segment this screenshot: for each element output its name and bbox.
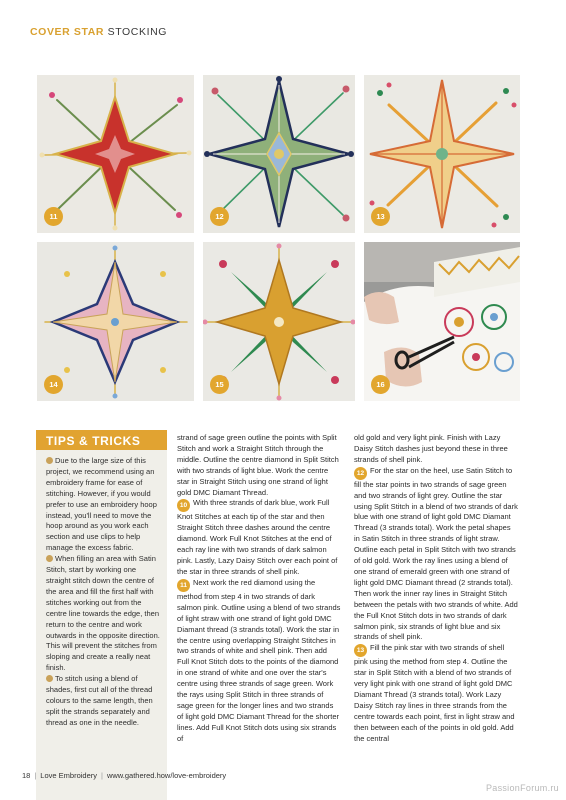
tip-item: When filling an area with Satin Stitch, start by working one straight stitch down the centre of the area and fill the first half with stitches working out from the centre line towards the edge, then return to the centre and work outwards in the opposite direction. This will prevent the stitches from sloping and create a really neat finish. [46, 554, 160, 673]
photo-number-badge: 11 [44, 207, 63, 226]
section-label: COVER STAR [30, 26, 105, 38]
photo-step-12 [203, 75, 355, 233]
photo-step-11 [37, 75, 194, 233]
magazine-name: Love Embroidery [40, 771, 97, 780]
watermark: PassionForum.ru [485, 783, 559, 793]
step-paragraph: 13 Fill the pink star with two strands of shell pink using the method from step 4. Outline the star in Split Stitch with a blend of two strands of very light pink with one strand of light gold DMC Diamant Thread (3 strands total). Work Lazy Daisy Stitch ray lines in three strands from the centre towards each point, first in light straw and then between each of the points in old gold. Add the central [354, 643, 515, 743]
instructions-column-2 [354, 433, 518, 745]
tips-and-tricks-box [36, 430, 167, 800]
tips-body [36, 450, 167, 729]
bullet-icon [46, 555, 53, 562]
step-number-badge: 13 [354, 644, 367, 657]
step-paragraph: 12 For the star on the heel, use Satin Stitch to fill the star points in two strands of sage green and two strands of light grey. Outline the star using Split Stitch in a blend of two strands of dark blue with one strand of light gold DMC Diamant Thread (3 strands total). Work the petal shapes in Satin Stitch in three strands of light straw. Outline each petal in Split Stitch with two strands of old gold. Work the ray lines using a blend of one strand of emerald green with one strand of light gold DMC Diamant thread (2 strands total). Then work the inner ray lines in Straight Stitch between the petals with two strands of white. Add the Full Knot Stitch dots in two strands of dark salmon pink, six strands of light blue and six strands of shell pink. [354, 465, 518, 642]
photo-number-badge: 12 [210, 207, 229, 226]
photo-step-15 [203, 242, 355, 401]
step-number-badge: 11 [177, 579, 190, 592]
photo-step-14 [37, 242, 194, 401]
page-title: STOCKING [107, 26, 168, 38]
photo-step-13 [364, 75, 520, 233]
photo-number-badge: 14 [44, 375, 63, 394]
paragraph: old gold and very light pink. Finish with Lazy Daisy Stitch dashes just beyond these in three strands of shell pink. [354, 433, 508, 464]
bullet-icon [46, 675, 53, 682]
paragraph: strand of sage green outline the points with Split Stitch and work a Straight Stitch through the middle. Outline the centre diamond in Split Stitch with two strands of light blue. Work the centre star in Straight Stitch using one strand of light gold DMC Diamant Thread. [177, 433, 339, 497]
photo-number-badge: 15 [210, 375, 229, 394]
page-footer: 18 | Love Embroidery | www.gathered.how/love-embroidery [22, 771, 227, 780]
bullet-icon [46, 457, 53, 464]
photo-step-16 [364, 242, 520, 401]
tips-heading: TIPS & TRICKS [36, 430, 167, 450]
tip-item: To stitch using a blend of shades, first cut all of the thread colours to the same length, then split the strands separately and thread as one in the needle. [46, 674, 153, 727]
photo-number-badge: 13 [371, 207, 390, 226]
step-paragraph: 10 With three strands of dark blue, work Full Knot Stitches at each tip of the star and then Straight Stitch three dashes around the centre diamond. Work Full Knot Stitches at the end of each ray line with two strands of dark salmon pink. Lastly, Lazy Daisy Stitch over each point of the star in three strands of shell pink. [177, 498, 338, 576]
tip-item: Due to the large size of this project, we recommend using an embroidery frame for ease of stitching. However, if you would prefer to use an embroidery hoop instead, you'll need to move the hoop around as you work each section and use clips to help manage the excess fabric. [46, 456, 157, 553]
instructions-column-1 [177, 433, 341, 745]
step-number-badge: 10 [177, 499, 190, 512]
step-paragraph: 11 Next work the red diamond using the method from step 4 in two strands of dark salmon pink. Outline using a blend of two strands of light straw with one strand of light gold DMC Diamant thread (3 strands total). Work the star in the centre using overlapping Straight Stitches in two strands of white and shell pink. Then add Full Knot Stitch dots to the points of the diamond in one strand of white and one over the star's centre using three strands of sage green. Work the rays using Split Stitch in three strands of sage green for the longer lines and two strands of light gold DMC Diamant Thread for the shorter lines. Add Full Knot Stitch dots using six strands of [177, 577, 341, 743]
website-link[interactable]: www.gathered.how/love-embroidery [106, 771, 227, 780]
page-number: 18 [22, 771, 31, 780]
step-number-badge: 12 [354, 467, 367, 480]
page-header [30, 26, 167, 38]
photo-number-badge: 16 [371, 375, 390, 394]
